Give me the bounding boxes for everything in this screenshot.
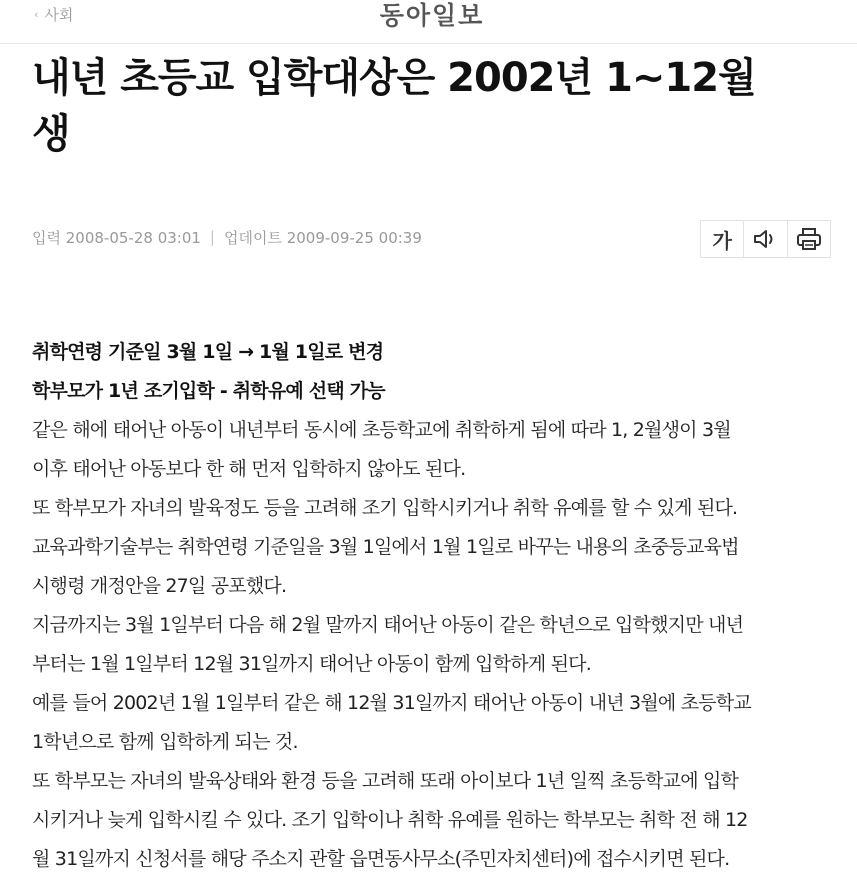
body-line: 또 학부모는 자녀의 발육상태와 환경 등을 고려해 또래 아이보다 1년 일찍 초등학교에 입학 <box>32 770 739 792</box>
body-line: 교육과학기술부는 취학연령 기준일을 3월 1일에서 1월 1일로 바꾸는 내용의 초중등교육법 <box>32 536 739 558</box>
body-line: 같은 해에 태어난 아동이 내년부터 동시에 초등학교에 취학하게 됨에 따라 1, 2월생이 3월 <box>32 419 731 441</box>
update-date: 업데이트 2009-09-25 00:39 <box>223 228 422 247</box>
body-line: 부터는 1월 1일부터 12월 31일까지 태어난 아동이 함께 입학하게 된다. <box>32 653 591 675</box>
article-title-line-2: 생 <box>32 111 70 157</box>
print-button[interactable] <box>788 221 830 257</box>
listen-button[interactable] <box>744 221 787 257</box>
body-line: 또 학부모가 자녀의 발육정도 등을 고려해 조기 입학시키거나 취학 유예를 할 수 있게 된다. <box>32 497 738 519</box>
site-logo[interactable]: 동아일보 <box>379 1 485 30</box>
article-title-line-1: 내년 초등교 입학대상은 2002년 1~12월 <box>32 55 756 101</box>
font-size-label: 가 <box>712 228 732 253</box>
body-line: 월 31일까지 신청서를 해당 주소지 관할 읍면동사무소(주민자치센터)에 접수시키면 된다. <box>32 848 730 870</box>
date-separator: | <box>209 228 215 246</box>
body-line: 1학년으로 함께 입학하게 되는 것. <box>32 731 298 753</box>
article-dateline <box>32 226 422 248</box>
font-size-button[interactable] <box>701 221 744 257</box>
body-line: 이후 태어난 아동보다 한 해 먼저 입학하지 않아도 된다. <box>32 458 466 480</box>
section-breadcrumb[interactable] <box>34 2 73 26</box>
speaker-icon <box>752 228 778 250</box>
body-line: 시행령 개정안을 27일 공포했다. <box>32 575 287 597</box>
article-title <box>32 50 832 162</box>
article-subhead: 학부모가 1년 조기입학 - 취학유예 선택 가능 <box>32 380 385 402</box>
article-body <box>32 333 832 879</box>
article-tools <box>700 220 831 258</box>
body-line: 시키거나 늦게 입학시킬 수 있다. 조기 입학이나 취학 유예를 원하는 학부모는 취학 전 해 12 <box>32 809 748 831</box>
section-label: 사회 <box>44 5 74 24</box>
chevron-left-icon: ‹ <box>34 7 39 21</box>
input-date: 입력 2008-05-28 03:01 <box>32 228 201 247</box>
top-bar <box>0 0 857 44</box>
printer-icon <box>796 227 822 251</box>
body-line: 지금까지는 3월 1일부터 다음 해 2월 말까지 태어난 아동이 같은 학년으로 입학했지만 내년 <box>32 614 744 636</box>
article-subhead: 취학연령 기준일 3월 1일 → 1월 1일로 변경 <box>32 341 384 363</box>
body-line: 예를 들어 2002년 1월 1일부터 같은 해 12월 31일까지 태어난 아동이 내년 3월에 초등학교 <box>32 692 751 714</box>
